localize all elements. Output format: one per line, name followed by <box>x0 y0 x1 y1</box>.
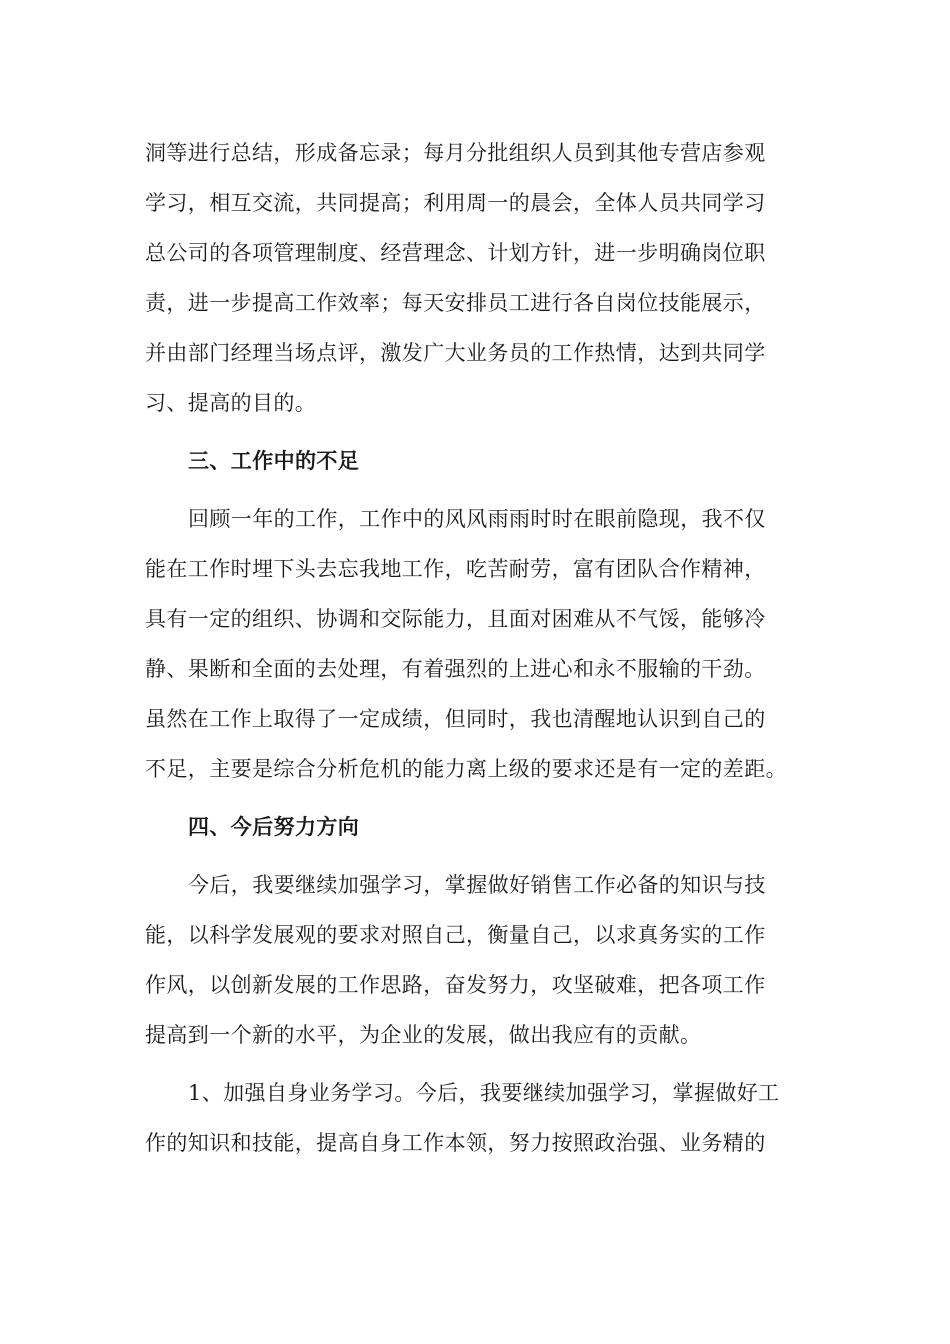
text-line: 并由部门经理当场点评，激发广大业务员的工作热情，达到共同学 <box>145 341 766 365</box>
text-line: 虽然在工作上取得了一定成绩，但同时，我也清醒地认识到自己的 <box>145 707 766 731</box>
text-line: 能，以科学发展观的要求对照自己，衡量自己，以求真务实的工作 <box>145 923 766 947</box>
text-line: 习、提高的目的。 <box>145 391 317 415</box>
paragraph-continuation <box>145 128 810 428</box>
text-line: 能在工作时埋下头去忘我地工作，吃苦耐劳，富有团队合作精神， <box>145 557 766 581</box>
text-line: 回顾一年的工作，工作中的风风雨雨时时在眼前隐现，我不仅 <box>188 507 766 531</box>
text-line: 静、果断和全面的去处理，有着强烈的上进心和永不服输的干劲。 <box>145 657 766 681</box>
document-body <box>145 128 810 1168</box>
paragraph-item-1 <box>145 1068 810 1168</box>
text-line: 提高到一个新的水平，为企业的发展，做出我应有的贡献。 <box>145 1023 702 1047</box>
text-line: 学习，相互交流，共同提高；利用周一的晨会，全体人员共同学习 <box>145 191 766 215</box>
text-line: 总公司的各项管理制度、经营理念、计划方针，进一步明确岗位职 <box>145 241 766 265</box>
section-heading-shortcomings: 三、工作中的不足 <box>188 448 360 473</box>
text-line: 1、加强自身业务学习。今后，我要继续加强学习，掌握做好工 <box>188 1081 780 1105</box>
section-heading-future-direction: 四、今后努力方向 <box>188 814 360 839</box>
text-line: 具有一定的组织、协调和交际能力，且面对困难从不气馁，能够冷 <box>145 607 766 631</box>
text-line: 今后，我要继续加强学习，掌握做好销售工作必备的知识与技 <box>188 873 766 897</box>
paragraph-future-direction <box>145 860 810 1060</box>
text-line: 作的知识和技能，提高自身工作本领，努力按照政治强、业务精的 <box>145 1131 766 1155</box>
text-line: 责，进一步提高工作效率；每天安排员工进行各自岗位技能展示， <box>145 291 766 315</box>
text-line: 作风，以创新发展的工作思路，奋发努力，攻坚破难，把各项工作 <box>145 973 766 997</box>
text-line: 洞等进行总结，形成备忘录；每月分批组织人员到其他专营店参观 <box>145 141 766 165</box>
paragraph-shortcomings <box>145 494 810 794</box>
text-line: 不足，主要是综合分析危机的能力离上级的要求还是有一定的差距。 <box>145 757 787 781</box>
